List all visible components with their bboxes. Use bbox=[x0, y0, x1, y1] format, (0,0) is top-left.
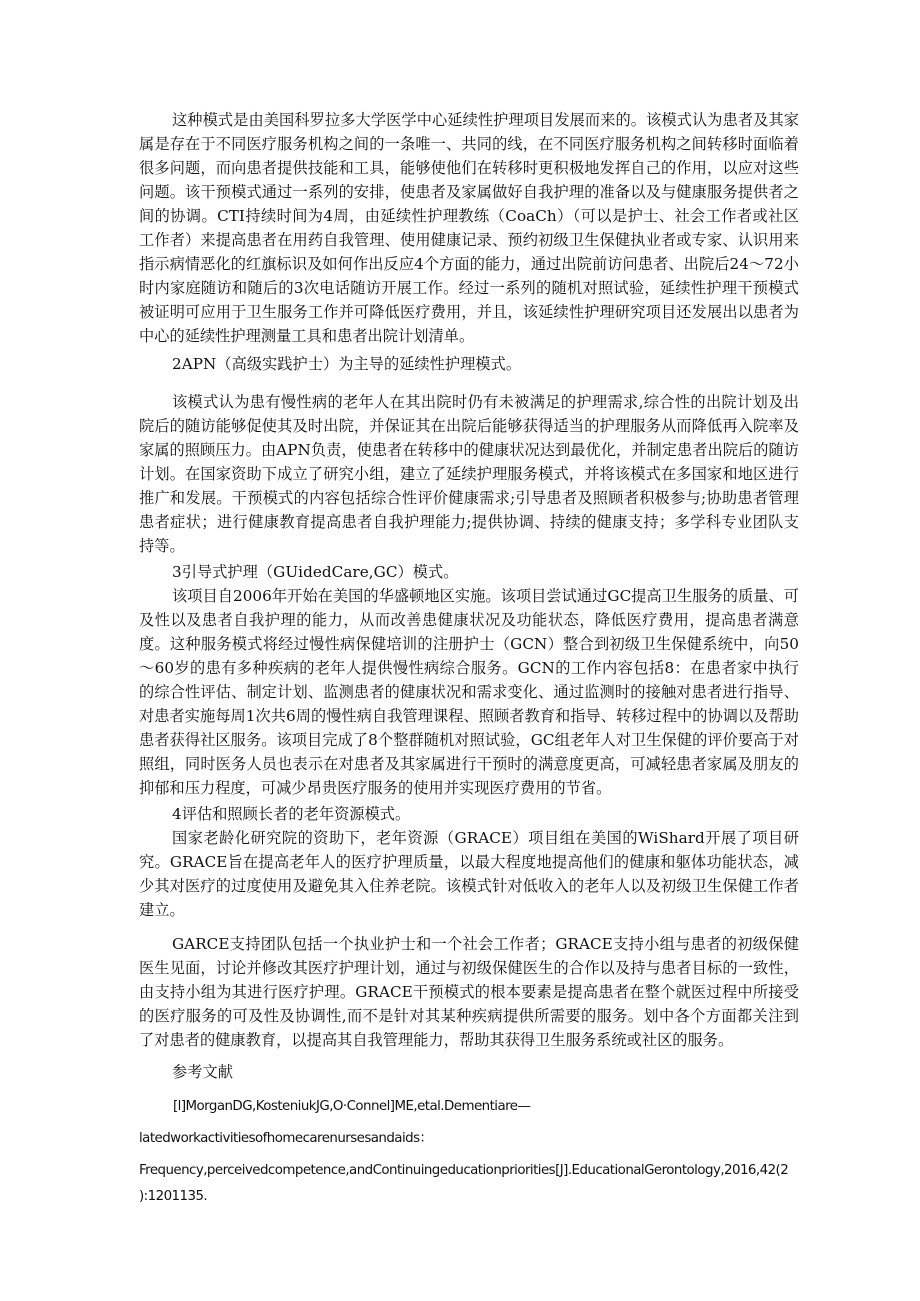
section-heading-guided-care: 3引导式护理（GUidedCare,GC）模式。 bbox=[172, 563, 459, 581]
references-section bbox=[139, 1060, 799, 1208]
reference-line-1: [l]MorganDG,KosteniukJG,O·Connel]ME,etal.Dementiare— bbox=[173, 1099, 531, 1114]
paragraph-apn-model: 该模式认为患有慢性病的老年人在其出院时仍有未被满足的护理需求,综合性的出院计划及出院后的随访能够促使其及时出院，并保证其在出院后能够获得适当的护理服务从而降低再入院率及家属的照顾压力。由APN负责，使患者在转移中的健康状况达到最优化，并制定患者出院后的随访计划。在国家资助下成立了研究小组，建立了延续护理服务模式，并将该模式在多国家和地区进行推广和发展。干预模式的内容包括综合性评价健康需求;引导患者及照顾者积极参与;协助患者管理患者症状；进行健康教育提高患者自我护理能力;提供协调、持续的健康支持；多学科专业团队支持等。 bbox=[139, 393, 799, 555]
reference-line-3: Frequency,perceivedcompetence,andContinuingeducationpriorities[J].EducationalGerontology,2016,42(2 bbox=[139, 1163, 789, 1178]
references-title: 参考文献 bbox=[172, 1063, 233, 1081]
section-heading-grace: 4评估和照顾长者的老年资源模式。 bbox=[172, 805, 411, 823]
article-body bbox=[139, 108, 799, 1208]
paragraph-grace-team: GARCE支持团队包括一个执业护士和一个社会工作者；GRACE支持小组与患者的初级保健医生见面，讨论并修改其医疗护理计划，通过与初级保健医生的合作以及持与患者目标的一致性，由支持小组为其进行医疗护理。GRACE干预模式的根本要素是提高患者在整个就医过程中所接受的医疗服务的可及性及协调性,而不是针对其某种疾病提供所需要的服务。划中各个方面都关注到了对患者的健康教育，以提高其自我管理能力，帮助其获得卫生服务系统或社区的服务。 bbox=[139, 935, 799, 1049]
paragraph-cti-model: 这种模式是由美国科罗拉多大学医学中心延续性护理项目发展而来的。该模式认为患者及其家属是存在于不同医疗服务机构之间的一条唯一、共同的线，在不同医疗服务机构之间转移时面临着很多问题，而向患者提供技能和工具，能够使他们在转移时更积极地发挥自己的作用，以应对这些问题。该干预模式通过一系列的安排，使患者及家属做好自我护理的准备以及与健康服务提供者之间的协调。CTI持续时间为4周，由延续性护理教练（CoaCh）（可以是护士、社会工作者或社区工作者）来提高患者在用药自我管理、使用健康记录、预约初级卫生保健执业者或专家、认识用来指示病情恶化的红旗标识及如何作出反应4个方面的能力，通过出院前访问患者、出院后24～72小时内家庭随访和随后的3次电话随访开展工作。经过一系列的随机对照试验，延续性护理干预模式被证明可应用于卫生服务工作并可降低医疗费用，并且，该延续性护理研究项目还发展出以患者为中心的延续性护理测量工具和患者出院计划清单。 bbox=[139, 111, 799, 345]
reference-line-2: latedworkactivitiesofhomecarenursesandaids： bbox=[139, 1131, 433, 1146]
reference-line-4: ):1201135. bbox=[139, 1189, 208, 1204]
paragraph-guided-care: 该项目自2006年开始在美国的华盛顿地区实施。该项目尝试通过GC提高卫生服务的质量、可及性以及患者自我护理的能力，从而改善患健康状况及功能状态，降低医疗费用，提高患者满意度。这种服务模式将经过慢性病保健培训的注册护士（GCN）整合到初级卫生保健系统中，向50～60岁的患有多种疾病的老年人提供慢性病综合服务。GCN的工作内容包括8：在患者家中执行的综合性评估、制定计划、监测患者的健康状况和需求变化、通过监测时的接触对患者进行指导、对患者实施每周1次共6周的慢性病自我管理课程、照顾者教育和指导、转移过程中的协调以及帮助患者获得社区服务。该项目完成了8个整群随机对照试验，GC组老年人对卫生保健的评价要高于对照组，同时医务人员也表示在对患者及其家属进行干预时的满意度更高，可减轻患者家属及朋友的抑郁和压力程度，可减少昂贵医疗服务的使用并实现医疗费用的节省。 bbox=[139, 587, 799, 797]
section-heading-apn: 2APN（高级实践护士）为主导的延续性护理模式。 bbox=[172, 355, 522, 373]
paragraph-grace-intro: 国家老龄化研究院的资助下，老年资源（GRACE）项目组在美国的WiShard开展了项目研究。GRACE旨在提高老年人的医疗护理质量，以最大程度地提高他们的健康和躯体功能状态，减少其对医疗的过度使用及避免其入住养老院。该模式针对低收入的老年人以及初级卫生保健工作者建立。 bbox=[139, 829, 799, 919]
